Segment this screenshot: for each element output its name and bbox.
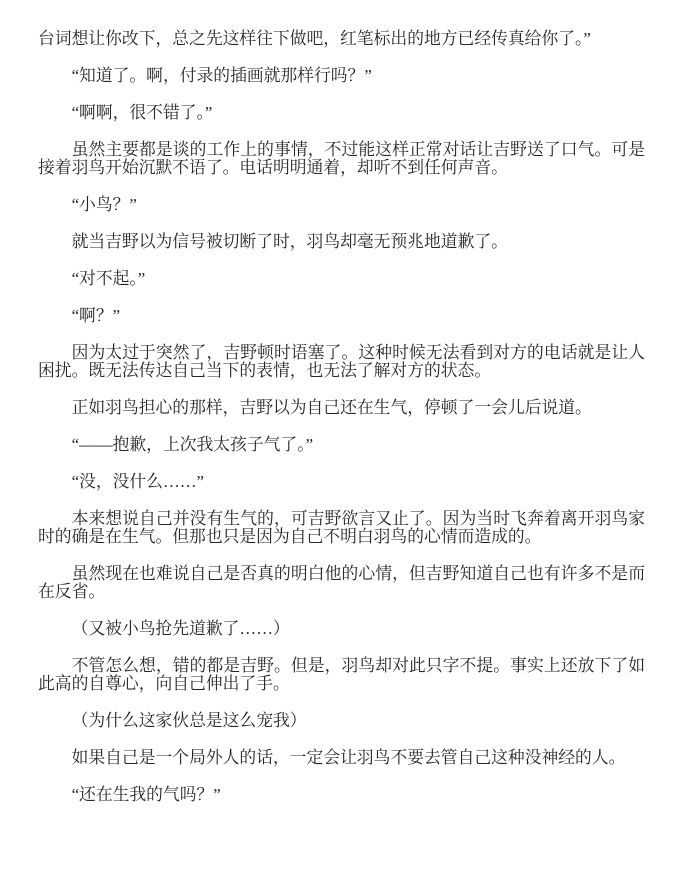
paragraph: “对不起。” — [71, 269, 146, 288]
paragraph: “啊？” — [71, 306, 121, 325]
paragraph: 正如羽鸟担心的那样，吉野以为自己还在生气，停顿了一会儿后说道。 — [71, 398, 592, 417]
paragraph: “小鸟？” — [71, 195, 137, 214]
paragraph: “知道了。啊，付录的插画就那样行吗？” — [71, 66, 372, 85]
paragraph: 不管怎么想，错的都是吉野。但是，羽鸟却对此只字不提。事实上还放下了如此高的自尊心，向自己伸出了手。 — [38, 656, 645, 693]
paragraph: 台词想让你改下，总之先这样往下做吧，红笔标出的地方已经传真给你了。” — [38, 29, 591, 48]
paragraph: 虽然现在也难说自己是否真的明白他的心情，但吉野知道自己也有许多不是而在反省。 — [38, 564, 645, 601]
paragraph: 虽然主要都是谈的工作上的事情，不过能这样正常对话让吉野送了口气。可是接着羽鸟开始沉默不语了。电话明明通着，却听不到任何声音。 — [38, 140, 645, 177]
paragraph: “啊啊，很不错了。” — [71, 103, 213, 122]
paragraph: 因为太过于突然了，吉野顿时语塞了。这种时候无法看到对方的电话就是让人困扰。既无法传达自己当下的表情，也无法了解对方的状态。 — [38, 343, 645, 380]
paragraph: “没，没什么……” — [71, 472, 204, 491]
paragraph: “——抱歉，上次我太孩子气了。” — [71, 435, 314, 454]
paragraph: （又被小鸟抢先道歉了……） — [71, 619, 290, 638]
paragraph: “还在生我的气吗？” — [71, 785, 221, 804]
paragraph: 本来想说自己并没有生气的，可吉野欲言又止了。因为当时飞奔着离开羽鸟家时的确是在生气。但那也只是因为自己不明白羽鸟的心情而造成的。 — [38, 509, 645, 546]
paragraph: 如果自己是一个局外人的话，一定会让羽鸟不要去管自己这种没神经的人。 — [71, 748, 626, 767]
paragraph: 就当吉野以为信号被切断了时，羽鸟却毫无预兆地道歉了。 — [71, 232, 508, 251]
paragraph: （为什么这家伙总是这么宠我） — [71, 711, 307, 730]
